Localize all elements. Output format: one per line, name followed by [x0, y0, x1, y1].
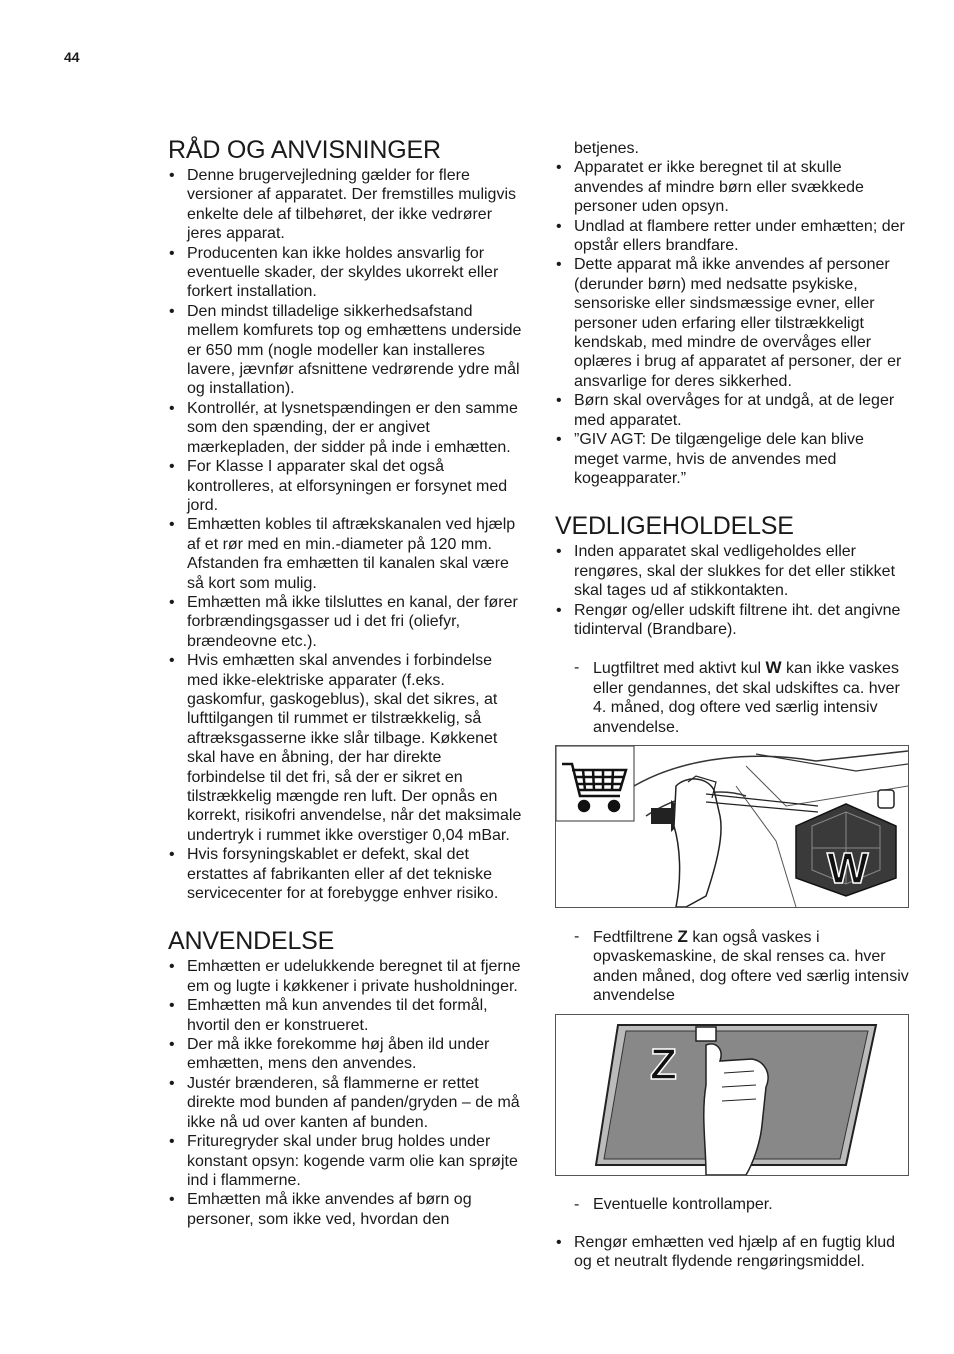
right-column: [555, 139, 911, 1272]
list-item: • Hvis forsyningskablet er defekt, skal det erstattes af fabrikanten eller af det tekniske servicecenter for at forebygge enhver risiko.: [168, 845, 524, 903]
left-column: [168, 134, 524, 1229]
figure-label-z: Z: [650, 1039, 677, 1089]
list-item: • Inden apparatet skal vedligeholdes eller rengøres, skal der slukkes for det eller stikket skal tages ud af stikkontakten.: [555, 542, 911, 600]
list-item: • Kontrollér, at lysnetspændingen er den samme som den spænding, der er angivet mærkepladen, der sidder på inde i emhætten.: [168, 399, 524, 457]
section-title-raad: RÅD OG ANVISNINGER: [168, 136, 441, 164]
list-item: • Emhætten må ikke anvendes af børn og personer, som ikke ved, hvordan den: [168, 1190, 524, 1229]
list-item: • Denne brugervejledning gælder for flere versioner af apparatet. Der fremstilles muligvis enkelte dele af tilbehøret, der ikke vedrører jeres apparat.: [168, 166, 524, 244]
list-item: • Frituregryder skal under brug holdes under konstant opsyn: kogende varm olie kan sprøjte ind i flammerne.: [168, 1132, 524, 1190]
list-item: • Producenten kan ikke holdes ansvarlig for eventuelle skader, der skyldes ukorrekt eller forkert installation.: [168, 244, 524, 302]
list-item: • Undlad at flambere retter under emhætten; der opstår ellers brandfare.: [555, 217, 911, 256]
list-item: • Emhætten er udelukkende beregnet til at fjerne em og lugte i køkkener i private husholdninger.: [168, 957, 524, 996]
list-item: • Der må ikke forekomme høj åben ild under emhætten, mens den anvendes.: [168, 1035, 524, 1074]
list-item: • Hvis emhætten skal anvendes i forbindelse med ikke-elektriske apparater (f.eks. gaskomfur, gaskogeblus), skal det sikres, at lufttilgangen til rummet er tilstrækkelig, så aftræksgasserne ikke slår tilbage. Køkkenet skal have en åbning, der har direkte forbindelse til det fri, så der er sikret en tilstrækkelig mængde ren luft. Der opnås en korrekt, risikofri anvendelse, når det maksimale undertryk i rummet ikke overstiger 0,04 mBar.: [168, 651, 524, 845]
charcoal-filter-illustration: [556, 746, 908, 907]
list-item-continuation: betjenes.: [574, 140, 639, 157]
dash-list-w: [555, 658, 911, 737]
section-title-vedligeholdelse: VEDLIGEHOLDELSE: [555, 512, 794, 541]
page-number: 44: [64, 49, 80, 65]
figure-label-w: W: [827, 843, 869, 893]
list-item: • ”GIV AGT: De tilgængelige dele kan blive meget varme, hvis de anvendes med kogeapparater.”: [555, 430, 911, 488]
grease-filter-illustration: [556, 1015, 908, 1175]
figure-grease-filter: [555, 1014, 909, 1176]
anvendelse-list: [168, 957, 524, 1229]
dash-list-z: [555, 927, 911, 1006]
dash-item-charcoal-filter: - Lugtfiltret med aktivt kul W kan ikke vaskes eller gendannes, det skal udskiftes ca. hver 4. måned, dog oftere ved særlig intensiv anvendelse.: [555, 658, 911, 737]
list-item: • Emhætten må ikke tilsluttes en kanal, der fører forbrændingsgasser ud i det fri (oliefyr, brændeovne etc.).: [168, 593, 524, 651]
list-item: • Rengør emhætten ved hjælp af en fugtig klud og et neutralt flydende rengøringsmiddel.: [555, 1233, 911, 1272]
figure-charcoal-filter: [555, 745, 909, 908]
list-item: • Børn skal overvåges for at undgå, at de leger med apparatet.: [555, 391, 911, 430]
vedligeholdelse-list: [555, 542, 911, 639]
final-list: [555, 1233, 911, 1272]
dash-item-grease-filter: - Fedtfiltrene Z kan også vaskes i opvaskemaskine, de skal renses ca. hver anden måned, dog oftere ved særlig intensiv anvendelse: [555, 927, 911, 1006]
list-item: • Emhætten må kun anvendes til det formål, hvortil den er konstrueret.: [168, 996, 524, 1035]
list-item: • Dette apparat må ikke anvendes af personer (derunder børn) med nedsatte psykiske, sensoriske eller sindsmæssige evner, eller personer uden erfaring eller tilstrækkeligt kendskab, med mindre de overvåges eller oplæres i brug af apparatet af personer, der er ansvarlige for deres sikkerhed.: [555, 255, 911, 391]
filter-code-w: W: [765, 658, 782, 678]
dash-item-lamps: - Eventuelle kontrollamper.: [555, 1195, 911, 1214]
list-item: • Justér brænderen, så flammerne er rettet direkte mod bunden af panden/gryden – de må ikke nå ud over kanten af bunden.: [168, 1074, 524, 1132]
dash-list-lamps: [555, 1195, 911, 1214]
list-item: • Emhætten kobles til aftrækskanalen ved hjælp af et rør med en min.-diameter på 120 mm. Afstanden fra emhætten til kanalen skal være så kort som mulig.: [168, 515, 524, 593]
list-item: • Rengør og/eller udskift filtrene iht. det angivne tidinterval (Brandbare).: [555, 601, 911, 640]
section-title-anvendelse: ANVENDELSE: [168, 927, 335, 956]
anvendelse-list-cont: [555, 158, 911, 488]
list-item: • For Klasse I apparater skal det også kontrolleres, at elforsyningen er forsynet med jord.: [168, 457, 524, 515]
filter-code-z: Z: [677, 926, 688, 946]
raad-list: [168, 166, 524, 903]
list-item: • Apparatet er ikke beregnet til at skulle anvendes af mindre børn eller svækkede personer uden opsyn.: [555, 158, 911, 216]
list-item: • Den mindst tilladelige sikkerhedsafstand mellem komfurets top og emhættens underside er 650 mm (nogle modeller kan installeres lavere, jævnfør afsnittene vedrørende ydre mål og installation).: [168, 302, 524, 399]
